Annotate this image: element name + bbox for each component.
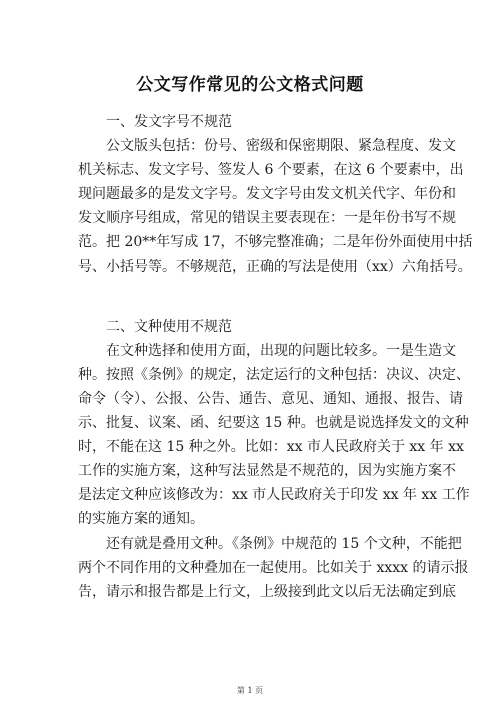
paragraph-line: 工作的实施方案，这种写法显然是不规范的，因为实施方案不	[78, 463, 456, 480]
paragraph-line: 种。按照《条例》的规定，法定运行的文种包括：决议、决定、	[78, 366, 470, 383]
paragraph-line: 还有就是叠用文种。《条例》中规范的 15 个文种，不能把	[106, 535, 462, 552]
paragraph-line: 命令（令）、公报、公告、通告、意见、通知、通报、报告、请	[78, 390, 463, 407]
section-heading-1: 一、发文字号不规范	[106, 114, 232, 130]
document-body	[78, 110, 473, 604]
paragraph-line: 的实施方案的通知。	[78, 511, 204, 528]
document-title: 公文写作常见的公文格式问题	[136, 75, 364, 95]
paragraph-line: 时，不能在这 15 种之外。比如：xx 市人民政府关于 xx 年 xx	[78, 439, 464, 456]
section-heading-2: 二、文种使用不规范	[106, 318, 232, 335]
paragraph-line: 机关标志、发文字号、签发人 6 个要素，在这 6 个要素中，出	[78, 162, 464, 179]
paragraph-line: 是法定文种应该修改为：xx 市人民政府关于印发 xx 年 xx 工作	[78, 487, 470, 504]
paragraph-line: 告，请示和报告都是上行文，上级接到此文以后无法确定到底	[78, 583, 456, 600]
paragraph-line: 号、小括号等。不够规范，正确的写法是使用（xx）六角括号。	[78, 258, 472, 275]
page-number: 第 1 页	[236, 686, 264, 695]
paragraph-line: 现问题最多的是发文字号。发文字号由发文机关代字、年份和	[78, 186, 456, 203]
section-spacer	[78, 279, 426, 315]
paragraph-line: 范。把 20**年写成 17，不够完整准确；二是年份外面使用中括	[78, 234, 473, 251]
paragraph-line: 两个不同作用的文种叠加在一起使用。比如关于 xxxx 的请示报	[78, 559, 469, 576]
paragraph-line: 公文版头包括：份号、密级和保密期限、紧急程度、发文	[106, 138, 456, 155]
paragraph-line: 在文种选择和使用方面，出现的问题比较多。一是生造文	[106, 342, 456, 359]
paragraph-line: 发文顺序号组成，常见的错误主要表现在：一是年份书写不规	[78, 210, 456, 227]
paragraph-line: 示、批复、议案、函、纪要这 15 种。也就是说选择发文的文种	[78, 415, 469, 432]
